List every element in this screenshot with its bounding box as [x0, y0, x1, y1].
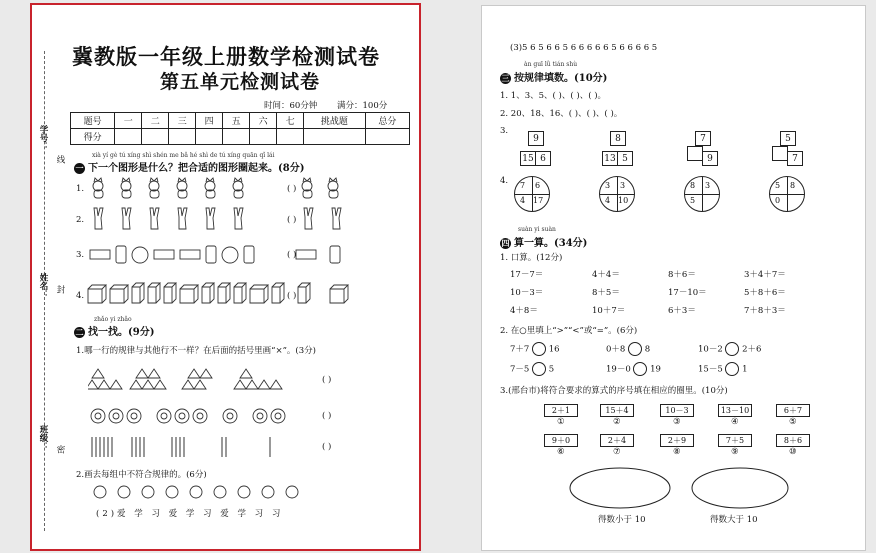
- expression-card[interactable]: 7＋5: [718, 434, 752, 447]
- oral-calc-item[interactable]: 4＋8＝: [510, 306, 538, 316]
- margin-mi: 密: [55, 445, 65, 454]
- sec3-q3-label: 3.: [500, 126, 509, 136]
- compare-circle[interactable]: [725, 362, 739, 376]
- expression-card[interactable]: 15＋4: [600, 404, 634, 417]
- house-bottom-left[interactable]: 15: [520, 151, 536, 166]
- expression-card[interactable]: 6＋7: [776, 404, 810, 417]
- number-house: [772, 126, 803, 166]
- cat-options: [297, 175, 357, 201]
- sec2-row1-paren: ( ): [322, 375, 332, 385]
- score-header-cell: 挑战题: [304, 113, 366, 129]
- wheel-cell[interactable]: 8: [690, 181, 696, 190]
- wheel-cell[interactable]: 3: [620, 181, 626, 190]
- card-number: ②: [613, 417, 621, 427]
- compare-left: 7＋7: [510, 344, 530, 355]
- card-number: ③: [673, 417, 681, 427]
- oral-calc-item[interactable]: 4＋4＝: [592, 270, 620, 280]
- cube-pattern-row4: [86, 281, 296, 307]
- card-number: ⑤: [789, 417, 797, 427]
- score-header-cell: 总分: [365, 113, 409, 129]
- score-row-label: 得分: [71, 129, 115, 145]
- house-top[interactable]: 5: [780, 131, 796, 146]
- house-bottom-right[interactable]: 6: [535, 151, 551, 166]
- exam-title: 冀教版一年级上册数学检测试卷: [72, 44, 380, 69]
- wheel-cell[interactable]: 17: [533, 196, 544, 205]
- compare-circle[interactable]: [628, 342, 642, 356]
- sec4-p2: 2. 在○里填上“>”“<”或“=”。(6分): [500, 326, 638, 336]
- compare-item: [510, 362, 554, 376]
- score-cell[interactable]: [365, 129, 409, 145]
- score-label: 满分：100分: [337, 101, 388, 111]
- house-bottom-left[interactable]: [772, 146, 788, 161]
- card-number: ⑩: [789, 447, 797, 457]
- right-page: [481, 5, 866, 551]
- sec3-q1: 1. 1、3、5、( )、( )、( )。: [500, 91, 607, 101]
- wheel-cell[interactable]: 4: [520, 196, 526, 205]
- hand-options: [300, 205, 360, 231]
- score-header-cell: 二: [142, 113, 169, 129]
- score-header-cell: 一: [115, 113, 142, 129]
- wheel-cell[interactable]: 4: [605, 196, 611, 205]
- house-bottom-left[interactable]: 13: [602, 151, 618, 166]
- number-house: [687, 126, 718, 166]
- sec3-number: 三: [501, 74, 510, 83]
- margin-xuehao: 学号：: [38, 125, 48, 151]
- oval2-label: 得数大于 10: [710, 515, 758, 525]
- score-cell[interactable]: [223, 129, 250, 145]
- score-cell[interactable]: [142, 129, 169, 145]
- sec1-pinyin: xià yí gè tú xíng shì shén me bǎ hé shì de tú xíng quān qǐ lái: [92, 152, 275, 159]
- score-cell[interactable]: [277, 129, 304, 145]
- score-table: [70, 112, 410, 145]
- wheel-cell[interactable]: 8: [790, 181, 796, 190]
- margin-xian: 线: [55, 155, 65, 164]
- margin-xingming: 姓名：: [38, 273, 48, 299]
- number-house: [602, 126, 633, 166]
- oral-calc-item[interactable]: 17－7＝: [510, 270, 544, 280]
- sec1-row3-paren: ( ): [287, 250, 297, 260]
- sec2-number: 二: [75, 328, 84, 337]
- house-bottom-right[interactable]: 9: [702, 151, 718, 166]
- sequence-line: (3)5 6 5 6 6 5 6 6 6 6 6 5 6 6 6 6 5: [510, 43, 658, 53]
- shape-pattern-row3: [88, 243, 288, 267]
- sec1-number: 一: [75, 164, 84, 173]
- sec4-heading: [500, 234, 587, 249]
- number-wheel: [684, 176, 720, 212]
- compare-right: 19: [650, 364, 661, 375]
- sec1-row2-label: 2.: [76, 215, 85, 225]
- sec2-title: 找一找。(9分): [88, 327, 155, 338]
- sec4-p3: 3.(邢台市)将符合要求的算式的序号填在相应的圈里。(10分): [500, 386, 728, 396]
- sec4-number: 四: [501, 239, 510, 248]
- sec3-heading: [500, 69, 607, 84]
- stick-rows: [88, 435, 308, 459]
- compare-circle[interactable]: [532, 362, 546, 376]
- expression-card[interactable]: 13－10: [718, 404, 752, 417]
- oral-calc-item[interactable]: 10－3＝: [510, 288, 544, 298]
- expression-card[interactable]: 2＋9: [660, 434, 694, 447]
- sec2-q2: 2.画去每组中不符合规律的。(6分): [76, 470, 207, 480]
- wheel-cell[interactable]: 3: [705, 181, 711, 190]
- compare-item: [698, 362, 748, 376]
- sec1-row1-paren: ( ): [287, 184, 297, 194]
- oral-calc-item[interactable]: 7＋8＋3＝: [744, 306, 786, 316]
- score-cell[interactable]: [196, 129, 223, 145]
- compare-left: 19－0: [606, 364, 631, 375]
- flower-rows: [88, 405, 298, 427]
- score-header-cell: 题号: [71, 113, 115, 129]
- score-header-cell: 三: [169, 113, 196, 129]
- compare-left: 0＋8: [606, 344, 626, 355]
- face-row: [92, 484, 312, 500]
- compare-item: [606, 362, 661, 376]
- sec3-q4-label: 4.: [500, 176, 509, 186]
- margin-banji: 班级：: [38, 425, 48, 451]
- sec1-title: 下一个图形是什么？把合适的图形圈起来。(8分): [88, 163, 305, 174]
- score-header-cell: 五: [223, 113, 250, 129]
- compare-left: 7－5: [510, 364, 530, 375]
- oral-calc-item[interactable]: 8＋6＝: [668, 270, 696, 280]
- shape-options-row3: [294, 243, 354, 267]
- house-bottom-right[interactable]: 5: [617, 151, 633, 166]
- compare-right: 8: [644, 344, 651, 355]
- score-table-score-row: [71, 129, 410, 145]
- sec1-row1-label: 1.: [76, 184, 85, 194]
- sec3-pinyin: àn guī lǜ tián shù: [524, 61, 578, 68]
- sec3-title: 按规律填数。(10分): [514, 73, 608, 84]
- left-page: [30, 3, 421, 551]
- cube-options-row4: [296, 281, 360, 307]
- triangle-rows: [88, 367, 298, 391]
- card-number: ⑧: [673, 447, 681, 457]
- card-number: ④: [731, 417, 739, 427]
- compare-circle[interactable]: [725, 342, 739, 356]
- number-house: [520, 126, 551, 166]
- oral-calc-item[interactable]: 8＋5＝: [592, 288, 620, 298]
- card-number: ⑥: [557, 447, 565, 457]
- compare-right: 5: [548, 364, 555, 375]
- answer-ovals: [568, 466, 798, 514]
- expression-card[interactable]: 2＋4: [600, 434, 634, 447]
- compare-circle[interactable]: [633, 362, 647, 376]
- card-number: ①: [557, 417, 565, 427]
- score-header-cell: 六: [250, 113, 277, 129]
- house-bottom-left[interactable]: [687, 146, 703, 161]
- margin-feng: 封: [55, 285, 65, 294]
- expression-card[interactable]: 2＋1: [544, 404, 578, 417]
- oval1-label: 得数小于 10: [598, 515, 646, 525]
- oval-greater-than-10[interactable]: [692, 468, 788, 508]
- hand-pattern: [88, 205, 258, 231]
- sec2-row3-paren: ( ): [322, 442, 332, 452]
- compare-item: [606, 342, 650, 356]
- sec1-row4-paren: ( ): [287, 291, 297, 301]
- wheel-cell[interactable]: 6: [535, 181, 541, 190]
- score-header-cell: 七: [277, 113, 304, 129]
- compare-left: 10－2: [698, 344, 723, 355]
- sec2-q2-chars: (2)爱 学 习 爱 学 习 爱 学 习 习: [96, 509, 284, 519]
- house-top[interactable]: 8: [610, 131, 626, 146]
- score-cell[interactable]: [304, 129, 366, 145]
- compare-right: 16: [548, 344, 560, 355]
- house-top[interactable]: 9: [528, 131, 544, 146]
- card-number: ⑨: [731, 447, 739, 457]
- exam-subtitle: 第五单元检测试卷: [160, 71, 321, 93]
- oral-calc-item[interactable]: 3＋4＋7＝: [744, 270, 786, 280]
- card-number: ⑦: [613, 447, 621, 457]
- oral-calc-item[interactable]: 6＋3＝: [668, 306, 696, 316]
- score-header-cell: 四: [196, 113, 223, 129]
- house-top[interactable]: 7: [695, 131, 711, 146]
- oral-calc-item[interactable]: 10＋7＝: [592, 306, 626, 316]
- sec4-title: 算一算。(34分): [514, 238, 588, 249]
- cat-pattern: [88, 175, 258, 201]
- compare-circle[interactable]: [532, 342, 546, 356]
- number-wheel: [514, 176, 550, 212]
- oral-calc-item[interactable]: 5＋8＋6＝: [744, 288, 786, 298]
- wheel-cell[interactable]: 0: [775, 196, 781, 205]
- compare-right: 1: [742, 364, 748, 375]
- number-wheel: [599, 176, 635, 212]
- wheel-cell[interactable]: 3: [605, 181, 611, 190]
- score-cell[interactable]: [169, 129, 196, 145]
- sec1-row4-label: 4.: [76, 291, 85, 301]
- compare-right: 2＋6: [742, 344, 762, 355]
- oral-calc-item[interactable]: 17－10＝: [668, 288, 707, 298]
- sec2-heading: [74, 323, 154, 338]
- sec1-row2-paren: ( ): [287, 215, 297, 225]
- wheel-cell[interactable]: 10: [618, 196, 629, 205]
- score-cell[interactable]: [250, 129, 277, 145]
- sec4-p1: 1. 口算。(12分): [500, 253, 563, 263]
- expression-card[interactable]: 9＋0: [544, 434, 578, 447]
- sec2-q1: 1.哪一行的规律与其他行不一样？在后面的括号里画“×”。(3分): [76, 346, 316, 356]
- house-bottom-right[interactable]: 7: [787, 151, 803, 166]
- score-table-header-row: [71, 113, 410, 129]
- expression-card[interactable]: 8＋6: [776, 434, 810, 447]
- expression-card[interactable]: 10－3: [660, 404, 694, 417]
- time-label: 时间：60分钟: [264, 101, 318, 111]
- score-cell[interactable]: [115, 129, 142, 145]
- sec2-pinyin: zhǎo yi zhǎo: [94, 316, 132, 323]
- oval-less-than-10[interactable]: [570, 468, 670, 508]
- wheel-cell[interactable]: 5: [690, 196, 696, 205]
- sec2-row2-paren: ( ): [322, 411, 332, 421]
- compare-item: [510, 342, 560, 356]
- sec3-q2: 2. 20、18、16、( )、( )、( )。: [500, 109, 623, 119]
- compare-item: [698, 342, 761, 356]
- wheel-cell[interactable]: 5: [775, 181, 781, 190]
- compare-left: 15－5: [698, 364, 723, 375]
- sec4-pinyin: suàn yi suàn: [518, 226, 556, 233]
- sec1-row3-label: 3.: [76, 250, 85, 260]
- sec1-heading: [74, 159, 304, 174]
- number-wheel: [769, 176, 805, 212]
- wheel-cell[interactable]: 7: [520, 181, 526, 190]
